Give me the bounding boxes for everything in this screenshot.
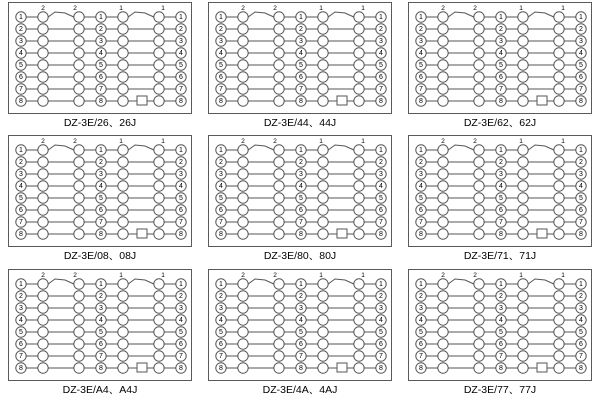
svg-text:7: 7 [179, 85, 183, 93]
svg-text:5: 5 [579, 328, 583, 336]
svg-text:8: 8 [419, 364, 423, 372]
svg-text:3: 3 [299, 37, 303, 45]
svg-text:2: 2 [473, 5, 477, 12]
svg-text:8: 8 [379, 97, 383, 105]
svg-text:4: 4 [99, 183, 103, 191]
svg-text:4: 4 [579, 316, 583, 324]
svg-text:8: 8 [99, 364, 103, 372]
svg-text:7: 7 [179, 219, 183, 227]
svg-text:6: 6 [299, 340, 303, 348]
diagram-cell [0, 267, 200, 400]
svg-text:1: 1 [579, 147, 583, 155]
svg-text:4: 4 [179, 183, 183, 191]
panel-caption: DZ-3E/44、44J [263, 117, 337, 129]
svg-text:6: 6 [19, 207, 23, 215]
svg-text:1: 1 [119, 138, 123, 146]
relay-wiring-panel [208, 135, 392, 247]
svg-text:4: 4 [379, 49, 383, 57]
svg-text:5: 5 [379, 195, 383, 203]
svg-text:5: 5 [579, 195, 583, 203]
svg-text:5: 5 [99, 195, 103, 203]
svg-text:1: 1 [161, 138, 165, 146]
svg-text:2: 2 [499, 159, 503, 167]
svg-text:2: 2 [41, 5, 45, 12]
svg-text:6: 6 [179, 207, 183, 215]
svg-text:5: 5 [219, 328, 223, 336]
svg-text:2: 2 [99, 25, 103, 33]
svg-text:1: 1 [319, 5, 323, 12]
svg-text:5: 5 [19, 195, 23, 203]
wiring-svg [9, 136, 193, 248]
svg-text:5: 5 [579, 61, 583, 69]
svg-text:4: 4 [579, 49, 583, 57]
svg-text:2: 2 [299, 292, 303, 300]
svg-text:6: 6 [419, 73, 423, 81]
svg-text:6: 6 [219, 340, 223, 348]
svg-text:5: 5 [379, 328, 383, 336]
relay-wiring-panel [408, 135, 592, 247]
svg-text:6: 6 [99, 340, 103, 348]
svg-text:4: 4 [299, 316, 303, 324]
svg-text:1: 1 [179, 147, 183, 155]
svg-text:5: 5 [179, 61, 183, 69]
svg-text:1: 1 [219, 13, 223, 21]
svg-text:6: 6 [179, 73, 183, 81]
svg-text:8: 8 [579, 97, 583, 105]
svg-text:5: 5 [299, 61, 303, 69]
diagram-cell [200, 267, 400, 400]
svg-text:7: 7 [299, 219, 303, 227]
svg-text:2: 2 [273, 5, 277, 12]
svg-text:2: 2 [441, 5, 445, 12]
svg-text:6: 6 [419, 207, 423, 215]
svg-text:1: 1 [319, 271, 323, 279]
svg-text:2: 2 [19, 292, 23, 300]
svg-text:3: 3 [179, 171, 183, 179]
svg-text:3: 3 [499, 304, 503, 312]
svg-text:7: 7 [99, 219, 103, 227]
svg-text:1: 1 [99, 147, 103, 155]
svg-text:1: 1 [219, 280, 223, 288]
svg-text:1: 1 [19, 147, 23, 155]
svg-text:1: 1 [299, 280, 303, 288]
svg-text:2: 2 [219, 25, 223, 33]
svg-text:1: 1 [119, 271, 123, 279]
svg-text:3: 3 [579, 304, 583, 312]
svg-text:8: 8 [99, 231, 103, 239]
svg-text:7: 7 [419, 219, 423, 227]
svg-text:1: 1 [561, 5, 565, 12]
svg-text:1: 1 [361, 138, 365, 146]
svg-text:5: 5 [99, 61, 103, 69]
svg-text:8: 8 [179, 97, 183, 105]
svg-text:3: 3 [379, 171, 383, 179]
svg-text:5: 5 [179, 328, 183, 336]
svg-text:2: 2 [473, 138, 477, 146]
svg-text:4: 4 [219, 49, 223, 57]
svg-text:8: 8 [99, 97, 103, 105]
svg-text:6: 6 [19, 340, 23, 348]
svg-text:5: 5 [499, 61, 503, 69]
svg-text:1: 1 [299, 147, 303, 155]
svg-text:6: 6 [419, 340, 423, 348]
relay-wiring-panel [208, 269, 392, 381]
svg-text:8: 8 [179, 231, 183, 239]
svg-text:5: 5 [19, 328, 23, 336]
svg-text:4: 4 [219, 183, 223, 191]
svg-text:2: 2 [419, 159, 423, 167]
svg-text:1: 1 [319, 138, 323, 146]
svg-text:2: 2 [219, 292, 223, 300]
svg-text:5: 5 [219, 195, 223, 203]
svg-text:5: 5 [499, 195, 503, 203]
svg-text:1: 1 [519, 271, 523, 279]
svg-text:8: 8 [19, 231, 23, 239]
svg-text:2: 2 [241, 138, 245, 146]
svg-text:7: 7 [379, 219, 383, 227]
relay-wiring-panel [208, 2, 392, 114]
svg-text:1: 1 [219, 147, 223, 155]
svg-text:4: 4 [499, 49, 503, 57]
svg-text:2: 2 [579, 25, 583, 33]
svg-text:5: 5 [419, 195, 423, 203]
svg-text:1: 1 [561, 138, 565, 146]
svg-text:2: 2 [473, 271, 477, 279]
svg-text:6: 6 [579, 73, 583, 81]
svg-text:3: 3 [499, 171, 503, 179]
svg-text:4: 4 [19, 49, 23, 57]
svg-text:6: 6 [99, 207, 103, 215]
svg-text:1: 1 [179, 13, 183, 21]
svg-text:2: 2 [299, 25, 303, 33]
svg-text:2: 2 [441, 271, 445, 279]
svg-text:7: 7 [99, 352, 103, 360]
wiring-svg [409, 3, 593, 115]
svg-text:5: 5 [19, 61, 23, 69]
svg-text:8: 8 [419, 97, 423, 105]
svg-text:7: 7 [499, 219, 503, 227]
svg-text:2: 2 [19, 25, 23, 33]
svg-text:3: 3 [19, 171, 23, 179]
panel-caption: DZ-3E/77、77J [463, 383, 537, 396]
svg-text:8: 8 [179, 364, 183, 372]
svg-text:4: 4 [499, 316, 503, 324]
svg-text:1: 1 [519, 5, 523, 12]
svg-text:2: 2 [379, 25, 383, 33]
relay-wiring-panel [8, 269, 192, 381]
svg-text:2: 2 [419, 25, 423, 33]
svg-text:5: 5 [179, 195, 183, 203]
svg-text:3: 3 [299, 171, 303, 179]
svg-text:1: 1 [19, 280, 23, 288]
svg-text:2: 2 [379, 292, 383, 300]
svg-text:3: 3 [579, 171, 583, 179]
diagram-cell [400, 0, 600, 133]
panel-caption: DZ-3E/80、80J [263, 250, 337, 263]
svg-text:7: 7 [499, 85, 503, 93]
svg-text:3: 3 [99, 304, 103, 312]
svg-text:1: 1 [419, 13, 423, 21]
svg-text:1: 1 [119, 5, 123, 12]
svg-text:7: 7 [179, 352, 183, 360]
svg-text:4: 4 [99, 49, 103, 57]
svg-text:5: 5 [419, 61, 423, 69]
svg-text:6: 6 [579, 340, 583, 348]
svg-text:8: 8 [299, 364, 303, 372]
svg-text:3: 3 [299, 304, 303, 312]
svg-text:7: 7 [579, 85, 583, 93]
svg-text:5: 5 [99, 328, 103, 336]
svg-text:4: 4 [19, 316, 23, 324]
svg-text:1: 1 [19, 13, 23, 21]
svg-text:5: 5 [379, 61, 383, 69]
wiring-svg [409, 270, 593, 382]
svg-text:1: 1 [179, 280, 183, 288]
svg-text:4: 4 [219, 316, 223, 324]
svg-text:5: 5 [299, 328, 303, 336]
svg-text:8: 8 [19, 97, 23, 105]
svg-text:4: 4 [299, 183, 303, 191]
svg-text:2: 2 [179, 292, 183, 300]
svg-text:2: 2 [379, 159, 383, 167]
svg-text:3: 3 [179, 304, 183, 312]
svg-text:2: 2 [73, 5, 77, 12]
svg-text:7: 7 [299, 352, 303, 360]
relay-wiring-panel [408, 2, 592, 114]
svg-text:6: 6 [99, 73, 103, 81]
svg-text:2: 2 [419, 292, 423, 300]
svg-text:7: 7 [419, 352, 423, 360]
svg-text:2: 2 [273, 138, 277, 146]
svg-text:2: 2 [179, 159, 183, 167]
svg-text:2: 2 [579, 292, 583, 300]
diagram-cell [200, 0, 400, 133]
panel-caption: DZ-3E/71、71J [463, 250, 537, 263]
svg-text:5: 5 [499, 328, 503, 336]
svg-text:7: 7 [499, 352, 503, 360]
svg-text:7: 7 [419, 85, 423, 93]
svg-text:8: 8 [499, 231, 503, 239]
svg-text:1: 1 [499, 13, 503, 21]
svg-text:3: 3 [419, 171, 423, 179]
svg-text:2: 2 [19, 159, 23, 167]
svg-text:5: 5 [299, 195, 303, 203]
svg-text:3: 3 [219, 171, 223, 179]
svg-text:2: 2 [499, 292, 503, 300]
svg-text:2: 2 [273, 271, 277, 279]
wiring-svg [209, 270, 393, 382]
svg-text:8: 8 [219, 231, 223, 239]
svg-text:6: 6 [379, 207, 383, 215]
svg-text:2: 2 [41, 271, 45, 279]
svg-text:3: 3 [419, 304, 423, 312]
panel-caption: DZ-3E/62、62J [463, 117, 537, 129]
svg-text:6: 6 [299, 207, 303, 215]
svg-text:7: 7 [19, 352, 23, 360]
svg-text:1: 1 [419, 280, 423, 288]
svg-text:6: 6 [219, 73, 223, 81]
svg-text:8: 8 [579, 231, 583, 239]
svg-text:4: 4 [179, 49, 183, 57]
svg-text:1: 1 [361, 271, 365, 279]
svg-text:7: 7 [219, 85, 223, 93]
svg-text:2: 2 [41, 138, 45, 146]
diagram-cell [200, 133, 400, 266]
svg-text:1: 1 [579, 280, 583, 288]
svg-text:1: 1 [299, 13, 303, 21]
svg-text:4: 4 [419, 183, 423, 191]
wiring-svg [9, 3, 193, 115]
svg-text:6: 6 [579, 207, 583, 215]
svg-text:3: 3 [379, 37, 383, 45]
svg-text:1: 1 [99, 280, 103, 288]
svg-text:7: 7 [379, 352, 383, 360]
relay-wiring-panel [8, 135, 192, 247]
svg-text:4: 4 [379, 183, 383, 191]
svg-text:4: 4 [419, 316, 423, 324]
svg-text:7: 7 [219, 219, 223, 227]
svg-text:8: 8 [419, 231, 423, 239]
svg-text:7: 7 [379, 85, 383, 93]
diagram-cell [400, 133, 600, 266]
svg-text:8: 8 [379, 231, 383, 239]
svg-text:3: 3 [579, 37, 583, 45]
panel-caption: DZ-3E/26、26J [63, 117, 137, 129]
svg-text:2: 2 [579, 159, 583, 167]
svg-text:7: 7 [19, 219, 23, 227]
svg-text:3: 3 [419, 37, 423, 45]
svg-text:5: 5 [419, 328, 423, 336]
svg-text:2: 2 [441, 138, 445, 146]
svg-text:6: 6 [179, 340, 183, 348]
svg-text:4: 4 [419, 49, 423, 57]
svg-text:6: 6 [299, 73, 303, 81]
svg-text:1: 1 [99, 13, 103, 21]
svg-text:3: 3 [179, 37, 183, 45]
svg-text:5: 5 [219, 61, 223, 69]
svg-text:8: 8 [379, 364, 383, 372]
svg-text:8: 8 [299, 97, 303, 105]
svg-text:8: 8 [499, 364, 503, 372]
diagram-cell [400, 267, 600, 400]
svg-text:1: 1 [419, 147, 423, 155]
svg-text:7: 7 [19, 85, 23, 93]
svg-text:2: 2 [219, 159, 223, 167]
svg-text:8: 8 [219, 364, 223, 372]
svg-text:6: 6 [499, 340, 503, 348]
svg-text:6: 6 [379, 73, 383, 81]
svg-text:1: 1 [499, 147, 503, 155]
svg-text:4: 4 [499, 183, 503, 191]
svg-text:1: 1 [161, 271, 165, 279]
svg-text:2: 2 [99, 159, 103, 167]
svg-text:1: 1 [519, 138, 523, 146]
svg-text:7: 7 [299, 85, 303, 93]
svg-text:3: 3 [219, 37, 223, 45]
svg-text:8: 8 [19, 364, 23, 372]
svg-text:3: 3 [19, 37, 23, 45]
wiring-svg [409, 136, 593, 248]
svg-text:2: 2 [73, 138, 77, 146]
relay-wiring-panel [408, 269, 592, 381]
svg-text:4: 4 [19, 183, 23, 191]
svg-text:4: 4 [99, 316, 103, 324]
svg-text:4: 4 [579, 183, 583, 191]
svg-text:1: 1 [361, 5, 365, 12]
svg-text:6: 6 [379, 340, 383, 348]
svg-text:2: 2 [241, 5, 245, 12]
svg-text:2: 2 [73, 271, 77, 279]
svg-text:3: 3 [99, 171, 103, 179]
wiring-svg [9, 270, 193, 382]
svg-text:3: 3 [99, 37, 103, 45]
svg-text:6: 6 [499, 207, 503, 215]
panel-caption: DZ-3E/08、08J [63, 250, 137, 263]
svg-text:1: 1 [379, 280, 383, 288]
svg-text:7: 7 [579, 219, 583, 227]
svg-text:7: 7 [579, 352, 583, 360]
svg-text:8: 8 [499, 97, 503, 105]
svg-text:4: 4 [379, 316, 383, 324]
svg-text:6: 6 [499, 73, 503, 81]
svg-text:3: 3 [219, 304, 223, 312]
wiring-svg [209, 136, 393, 248]
svg-text:3: 3 [379, 304, 383, 312]
svg-text:3: 3 [19, 304, 23, 312]
svg-text:1: 1 [499, 280, 503, 288]
svg-text:1: 1 [161, 5, 165, 12]
svg-text:8: 8 [219, 97, 223, 105]
svg-text:2: 2 [99, 292, 103, 300]
svg-text:8: 8 [579, 364, 583, 372]
relay-wiring-panel [8, 2, 192, 114]
panel-caption: DZ-3E/4A、4AJ [262, 383, 338, 396]
svg-text:2: 2 [241, 271, 245, 279]
svg-text:4: 4 [179, 316, 183, 324]
svg-text:7: 7 [99, 85, 103, 93]
svg-text:8: 8 [299, 231, 303, 239]
diagram-cell [0, 133, 200, 266]
svg-text:4: 4 [299, 49, 303, 57]
svg-text:1: 1 [379, 13, 383, 21]
svg-text:3: 3 [499, 37, 503, 45]
svg-text:1: 1 [379, 147, 383, 155]
svg-text:6: 6 [219, 207, 223, 215]
svg-text:2: 2 [299, 159, 303, 167]
svg-text:1: 1 [579, 13, 583, 21]
svg-text:7: 7 [219, 352, 223, 360]
panel-caption: DZ-3E/A4、A4J [62, 383, 138, 396]
svg-text:2: 2 [499, 25, 503, 33]
svg-text:6: 6 [19, 73, 23, 81]
svg-text:1: 1 [561, 271, 565, 279]
svg-text:2: 2 [179, 25, 183, 33]
diagram-cell [0, 0, 200, 133]
wiring-svg [209, 3, 393, 115]
